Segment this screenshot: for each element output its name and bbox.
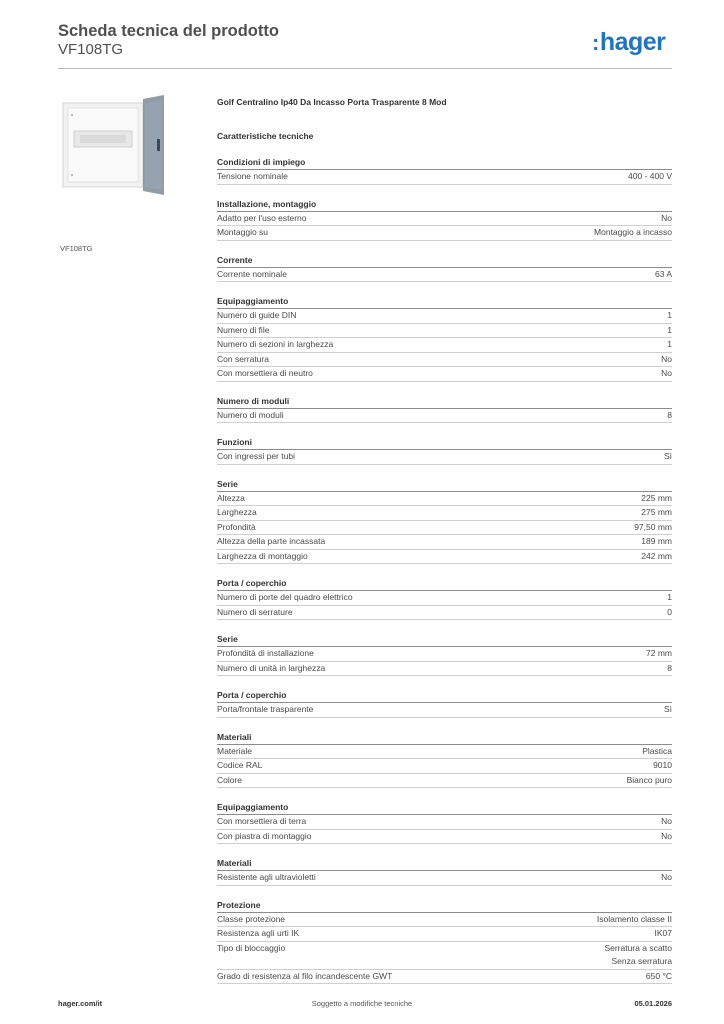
spec-row (217, 927, 672, 942)
spec-row (217, 647, 672, 662)
spec-value: 189 mm (641, 536, 672, 546)
spec-row (217, 550, 672, 565)
spec-label: Tensione nominale (217, 171, 288, 181)
spec-row (217, 830, 672, 845)
section-title: Funzioni (217, 435, 672, 450)
spec-value: 1 (667, 339, 672, 349)
section-title: Equipaggiamento (217, 294, 672, 309)
spec-value: 0 (667, 606, 672, 617)
spec-value: Plastica (642, 745, 672, 756)
spec-row (217, 942, 672, 970)
logo-colon-mark: : (592, 30, 599, 55)
spec-section (217, 576, 672, 620)
spec-section (217, 898, 672, 985)
section-title: Corrente (217, 253, 672, 268)
section-title: Equipaggiamento (217, 800, 672, 815)
spec-label: Grado di resistenza al filo incandescente GWT (217, 970, 393, 981)
spec-value: 650 °C (645, 970, 672, 981)
header-divider (58, 68, 672, 69)
spec-row (217, 309, 672, 324)
spec-value: Isolamento classe II (596, 913, 672, 924)
spec-row (217, 324, 672, 339)
spec-row (217, 535, 672, 550)
section-title: Installazione, montaggio (217, 197, 672, 212)
spec-label: Con morsettiera di neutro (217, 368, 313, 378)
spec-value: Bianco puro (626, 774, 672, 785)
spec-value: 8 (667, 409, 672, 420)
spec-section (217, 294, 672, 382)
spec-label: Profondità (217, 521, 256, 532)
spec-label: Numero di unità in larghezza (217, 662, 326, 673)
spec-section (217, 155, 672, 185)
spec-row (217, 170, 672, 185)
spec-value: Montaggio a incasso (594, 227, 672, 237)
spec-label: Corrente nominale (217, 268, 287, 279)
spec-label: Numero di guide DIN (217, 310, 297, 320)
spec-section (217, 730, 672, 789)
spec-value: IK07 (654, 928, 672, 938)
footer-date: 05.01.2026 (634, 999, 672, 1008)
spec-section (217, 688, 672, 718)
spec-value: 9010 (653, 760, 672, 770)
spec-row (217, 703, 672, 718)
spec-row (217, 606, 672, 621)
page-title: Scheda tecnica del prodotto (58, 22, 279, 40)
spec-label: Tipo di bloccaggio (217, 942, 286, 953)
spec-row (217, 774, 672, 789)
spec-value: No (661, 353, 672, 364)
section-title: Condizioni di impiego (217, 155, 672, 170)
spec-row (217, 409, 672, 424)
spec-row (217, 521, 672, 536)
spec-value: No (661, 816, 672, 826)
spec-section (217, 253, 672, 283)
product-name: Golf Centralino Ip40 Da Incasso Porta Trasparente 8 Mod (217, 97, 447, 107)
spec-row (217, 759, 672, 774)
spec-label: Con ingressi per tubi (217, 451, 295, 461)
section-title: Serie (217, 632, 672, 647)
footer-website: hager.com/it (58, 999, 103, 1008)
spec-row (217, 815, 672, 830)
spec-row (217, 970, 672, 985)
spec-value: Sì (663, 704, 672, 714)
spec-label: Porta/frontale trasparente (217, 704, 314, 714)
spec-value: 97,50 mm (634, 521, 672, 532)
spec-section (217, 856, 672, 886)
spec-label: Profondità di installazione (217, 648, 314, 658)
spec-row (217, 367, 672, 382)
spec-row (217, 662, 672, 677)
spec-label: Altezza (217, 492, 245, 503)
section-title: Materiali (217, 730, 672, 745)
spec-value: 8 (667, 662, 672, 673)
spec-value: No (661, 830, 672, 841)
product-code: VF108TG (58, 41, 124, 58)
spec-sections (217, 155, 672, 984)
spec-row (217, 913, 672, 928)
spec-row (217, 492, 672, 507)
spec-section (217, 477, 672, 565)
spec-row (217, 871, 672, 886)
product-enclosure-image (60, 95, 168, 195)
spec-value: 275 mm (641, 507, 672, 517)
spec-label: Con serratura (217, 353, 269, 364)
logo-text: hager (599, 28, 666, 56)
spec-value: 242 mm (641, 550, 672, 561)
spec-value: 72 mm (646, 648, 672, 658)
spec-label: Adatto per l'uso esterno (217, 212, 307, 223)
spec-label: Larghezza (217, 507, 257, 517)
spec-section (217, 197, 672, 241)
spec-value: Sì (663, 451, 672, 461)
section-title: Porta / coperchio (217, 688, 672, 703)
spec-row (217, 226, 672, 241)
spec-label: Montaggio su (217, 227, 269, 237)
spec-label: Codice RAL (217, 760, 263, 770)
spec-value: 225 mm (641, 492, 672, 503)
spec-label: Resistenza agli urti IK (217, 928, 300, 938)
spec-section (217, 632, 672, 676)
spec-row (217, 212, 672, 227)
spec-section (217, 435, 672, 465)
spec-row (217, 591, 672, 606)
spec-label: Larghezza di montaggio (217, 550, 308, 561)
section-title: Materiali (217, 856, 672, 871)
spec-section (217, 394, 672, 424)
spec-label: Numero di moduli (217, 409, 284, 420)
spec-row (217, 268, 672, 283)
spec-row (217, 745, 672, 760)
spec-label: Colore (217, 774, 243, 785)
spec-section (217, 800, 672, 844)
spec-row (217, 450, 672, 465)
spec-value: Serratura a scatto Senza serratura (604, 942, 672, 966)
spec-label: Con morsettiera di terra (217, 816, 307, 826)
spec-label: Altezza della parte incassata (217, 536, 326, 546)
spec-value: No (661, 212, 672, 223)
spec-label: Numero di file (217, 324, 270, 335)
spec-value: 1 (667, 310, 672, 320)
section-title: Porta / coperchio (217, 576, 672, 591)
spec-label: Resistente agli ultravioletti (217, 872, 316, 882)
spec-value: 1 (667, 592, 672, 602)
spec-label: Numero di serrature (217, 606, 293, 617)
spec-value: 1 (667, 324, 672, 335)
spec-label: Numero di porte del quadro elettrico (217, 592, 353, 602)
spec-value: 63 A (654, 268, 672, 279)
spec-value: 400 - 400 V (628, 171, 672, 181)
section-title: Numero di moduli (217, 394, 672, 409)
spec-label: Classe protezione (217, 913, 286, 924)
section-title: Serie (217, 477, 672, 492)
spec-row (217, 353, 672, 368)
footer-note: Soggetto a modifiche tecniche (311, 999, 413, 1008)
spec-row (217, 506, 672, 521)
image-caption: VF108TG (60, 244, 93, 253)
characteristics-heading: Caratteristiche tecniche (217, 131, 314, 141)
spec-label: Con piastra di montaggio (217, 830, 312, 841)
section-title: Protezione (217, 898, 672, 913)
spec-value: No (661, 368, 672, 378)
spec-content (217, 95, 672, 984)
spec-value: No (661, 872, 672, 882)
spec-label: Materiale (217, 745, 252, 756)
spec-label: Numero di sezioni in larghezza (217, 339, 334, 349)
spec-row (217, 338, 672, 353)
hager-logo (592, 28, 665, 57)
